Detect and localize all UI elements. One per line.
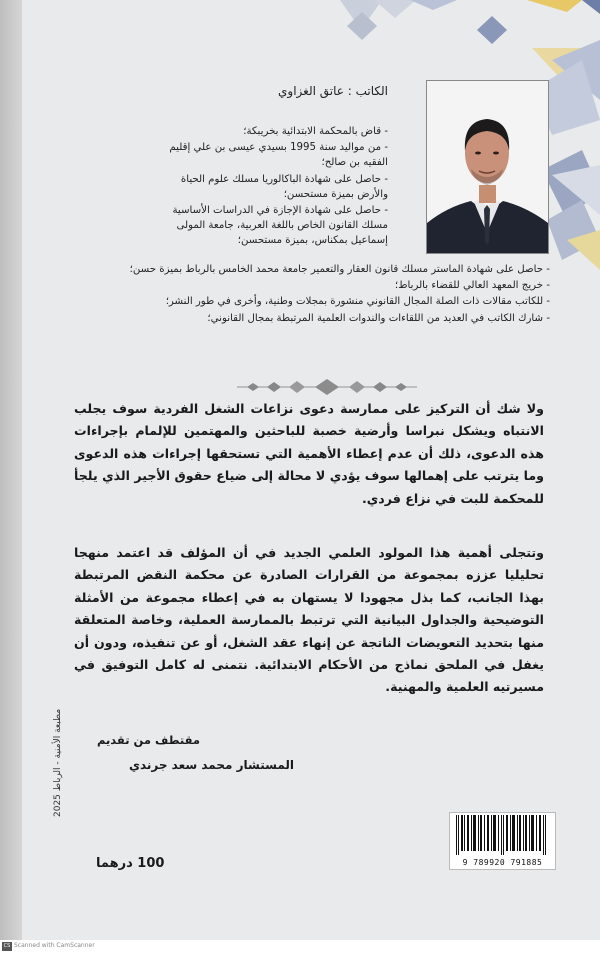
- author-bio-list-continued: [80, 262, 550, 327]
- scanner-footer: [0, 940, 600, 954]
- bio-item: - حاصل على شهادة الماستر مسلك قانون العقار والتعمير جامعة محمد الخامس بالرباط بميزة حسن؛: [129, 264, 550, 275]
- back-cover: [22, 0, 600, 940]
- bio-item: - من مواليد سنة 1995 بسيدي عيسى بن علي إقليم الفقيه بن صالح؛: [169, 142, 388, 169]
- bio-item: - شارك الكاتب في العديد من اللقاءات والندوات العلمية المرتبطة بمجال القانوني؛: [207, 312, 550, 324]
- price-label: 100 درهما: [96, 856, 165, 871]
- bio-item: - للكاتب مقالات ذات الصلة المجال القانوني منشورة بمجلات وطنية، وأخرى في طور النشر؛: [165, 296, 550, 308]
- barcode-bars: [450, 813, 555, 857]
- foreword-label: مقتطف من تقديم: [96, 733, 200, 747]
- author-bio-list: [152, 124, 388, 250]
- description-paragraph: وتتجلى أهمية هذا المولود العلمي الجديد في أن المؤلف قد اعتمد منهجا تحليليا عززه بمجموعة من القرارات الصادرة عن محكمة النقض المرتبطة بهذا الجانب، كما بذل مجهودا لا يستهان به في إعطاء مجموعة من الأمثلة التوضيحية والجداول البيانية التي ترتبط بالممارسة العملية، وخاصة المتعلقة منها بتحديد التعويضات الناتجة عن إنهاء عقد الشغل، أو عن تنفيذه، ودون أن يغفل في الملحق نماذج من الأحكام الابتدائية. نتمنى له كامل التوفيق في مسيرتيه العلمية والمهنية.: [74, 545, 544, 695]
- isbn-digits: 9 789920 791885: [462, 858, 543, 867]
- foreword-author: المستشار محمد سعد جرندي: [128, 758, 294, 772]
- isbn-barcode: [449, 812, 556, 870]
- publisher-vertical-text: [50, 700, 64, 820]
- description-paragraph: ولا شك أن التركيز على ممارسة دعوى نزاعات الشغل الفردية سوف يجلب الانتباه ويشكل نبراسا وأرضية خصبة للباحثين والمهتمين للإلمام بإجراءات هذه الدعوى، ذلك أن عدم إعطاء الأهمية التي تستحقها إجراءات هذه الدعوى وما يترتب على إهمالها سوف يؤدي لا محالة إلى ضياع حقوق الأجير الذي يلجأ للمحكمة للبت في نزاع فردي.: [74, 401, 544, 506]
- bio-item: - حاصل على شهادة الإجازة في الدراسات الأساسية مسلك القانون الخاص باللغة العربية، جامعة المولى إسماعيل بمكناس، بميزة مستحسن؛: [172, 205, 388, 247]
- bio-item: - حاصل على شهادة الباكالوريا مسلك علوم الحياة والأرض بميزة مستحسن؛: [180, 173, 388, 200]
- author-photo: [426, 80, 549, 254]
- camscanner-logo-icon: CS: [3, 943, 11, 949]
- bio-item: - خريج المعهد العالي للقضاء بالرباط؛: [394, 280, 550, 292]
- scanner-watermark-text: Scanned with CamScanner: [14, 942, 95, 949]
- publisher-label: مطبعة الأمنية - الرباط 2025: [53, 708, 63, 817]
- book-spine: [0, 0, 22, 940]
- author-title: الكاتب : عاتق الغزاوي: [278, 84, 388, 98]
- bio-item: - قاض بالمحكمة الابتدائية بخريبكة؛: [243, 126, 388, 137]
- ornament-divider: [237, 377, 417, 397]
